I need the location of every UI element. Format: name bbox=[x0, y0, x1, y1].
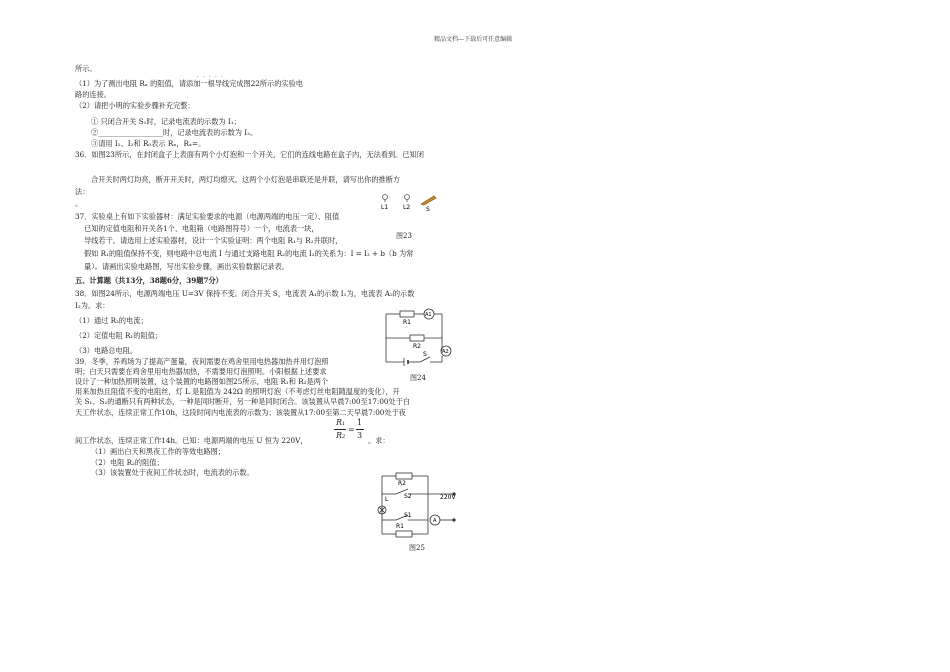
label-s-24: S bbox=[423, 351, 427, 358]
resistor-r2-25 bbox=[396, 473, 412, 479]
label-r1: R1 bbox=[403, 319, 411, 326]
text-line: （2）电阻 R₂的阻值； bbox=[91, 458, 164, 467]
text-line: 所示。 bbox=[75, 64, 97, 73]
text-line: （3）该装置处于夜间工作状态时，电流表的示数。 bbox=[91, 468, 254, 477]
figure-25-caption: 图25 bbox=[409, 544, 425, 552]
figure-23-caption: 图23 bbox=[396, 232, 412, 240]
label-l: L bbox=[385, 496, 389, 503]
page-header: 精品文档---下载后可任意编辑 bbox=[434, 36, 513, 43]
text-line: 。求： bbox=[368, 436, 390, 445]
text-line: 假如 R₁的阻值保持不变，则电路中总电流 I 与通过支路电阻 R₂的电流 I₂的关系为：I = I₂ + b（b 为常 bbox=[84, 249, 414, 258]
label-a2: A2 bbox=[442, 349, 449, 355]
section-heading: 五、计算题（共13分，38题6分，39题7分） bbox=[75, 276, 223, 285]
text-line: 39．冬季，养鸡场为了提高产蛋量，夜间需要在鸡舍里用电热器加热并用灯泡照 bbox=[75, 357, 329, 366]
text-line: 。 bbox=[75, 199, 83, 208]
switch-icon bbox=[421, 196, 436, 205]
label-r2-25: R2 bbox=[398, 480, 406, 487]
formula-numerator: R₁ bbox=[336, 418, 346, 427]
text-line: 37．实验桌上有如下实验器材：满足实验要求的电源（电源两端的电压一定）、阻值 bbox=[75, 212, 340, 221]
text-line: （1）通过 R₂的电流； bbox=[75, 316, 148, 325]
ratio-formula bbox=[334, 418, 368, 446]
text-line: 量）。请画出实验电路图，写出实验步骤，画出实验数据记录表。 bbox=[84, 262, 289, 271]
text-line: 间工作状态，连续正常工作14h。已知：电源两端的电压 U 恒为 220V， bbox=[75, 436, 308, 445]
resistor-r1-25 bbox=[396, 531, 412, 537]
figure-23 bbox=[376, 192, 446, 222]
text-line: 38．如图24所示，电源两端电压 U=3V 保持不变。闭合开关 S，电流表 A₁的示数 I₁为，电流表 A₂的示数 bbox=[75, 289, 415, 298]
label-220v: 220V bbox=[440, 494, 456, 501]
lamp-l1-icon bbox=[383, 195, 388, 200]
label-s: S bbox=[426, 206, 430, 213]
text-line: （2）定值电阻 R₁的阻值； bbox=[75, 331, 163, 340]
formula-right-numerator: 1 bbox=[357, 418, 363, 427]
lamp-l2-icon bbox=[405, 195, 410, 200]
text-line: 明；白天只需要在鸡舍里用电热器加热，不需要用灯泡照明。小阳根据上述要求 bbox=[75, 367, 327, 376]
formula-equals: = bbox=[348, 425, 355, 434]
label-l2: L2 bbox=[403, 204, 411, 211]
formula-right-denominator: 3 bbox=[357, 431, 363, 440]
text-line: 天工作状态，连续正常工作10h，这段时间内电流表的示数为；该装置从17:00至第二天早晨7:00处于夜 bbox=[75, 408, 406, 417]
text-line: 设计了一种加热照明装置，这个装置的电路图如图25所示，电阻 R₁和 R₂是两个 bbox=[75, 377, 329, 386]
emphasis-dots: ．．．．． bbox=[197, 72, 231, 79]
text-line: （2）请把小明的实验步骤补充完整： bbox=[75, 101, 195, 110]
text-line: 关 S₁、S₂的通断只有两种状态，一种是同时断开，另一种是同时闭合。该装置从早晨7:00至17:00处于白 bbox=[75, 397, 411, 406]
label-r2: R2 bbox=[413, 343, 421, 350]
text-line: 36．如图23所示，在封闭盒子上表面有两个小灯泡和一个开关，它们的连线电路在盒子内，无法看到。已知闭 bbox=[75, 150, 424, 159]
text-line: ②__________________时，记录电流表的示数为 I₂。 bbox=[91, 128, 258, 137]
figure-25 bbox=[368, 468, 463, 540]
text-line: ① 只闭合开关 S₁时，记录电流表的示数为 I₁； bbox=[91, 117, 241, 126]
text-line: ③请用 I₁、I₂和 R₀表示 Rₓ，Rₓ=。 bbox=[91, 139, 206, 148]
label-a: A bbox=[433, 518, 437, 524]
text-line: （1）画出白天和黑夜工作的等效电路图； bbox=[91, 447, 225, 456]
text-line: I₂为。求： bbox=[75, 301, 110, 310]
label-s2: S2 bbox=[404, 493, 412, 500]
text-line: 路的连接。 bbox=[75, 90, 111, 99]
text-line: 合开关时两灯均亮，断开开关时，两灯均熄灭。这两个小灯泡是串联还是并联，请写出你的推断方 bbox=[91, 175, 401, 184]
text-line: 导线若干。请选用上述实验器材，设计一个实验证明：两个电阻 R₁与 R₂并联时， bbox=[84, 236, 343, 245]
text-line: 用来加热且阻值不变的电阻丝，灯 L 是阻值为 242Ω 的照明灯泡（不考虑灯丝电阻随温度的变化），开 bbox=[75, 387, 400, 396]
text-line: （3）电路总电阻。 bbox=[75, 346, 138, 355]
label-s1: S1 bbox=[404, 512, 412, 519]
formula-denominator: R₂ bbox=[336, 431, 346, 440]
text-line: （1）为了测出电阻 Rₓ 的阻值，请添加一根导线完成图22所示的实验电 bbox=[75, 79, 303, 88]
resistor-r2 bbox=[410, 335, 424, 341]
figure-24 bbox=[382, 306, 462, 372]
text-line: 已知的定值电阻和开关各1个、电阻箱（电路图符号）一个，电流表一块， bbox=[84, 224, 319, 233]
figure-24-caption: 图24 bbox=[410, 374, 426, 382]
resistor-r1 bbox=[400, 311, 414, 317]
label-a1: A1 bbox=[425, 312, 432, 318]
text-line: 法： bbox=[75, 187, 90, 196]
label-r1-25: R1 bbox=[396, 523, 404, 530]
label-l1: L1 bbox=[381, 204, 389, 211]
